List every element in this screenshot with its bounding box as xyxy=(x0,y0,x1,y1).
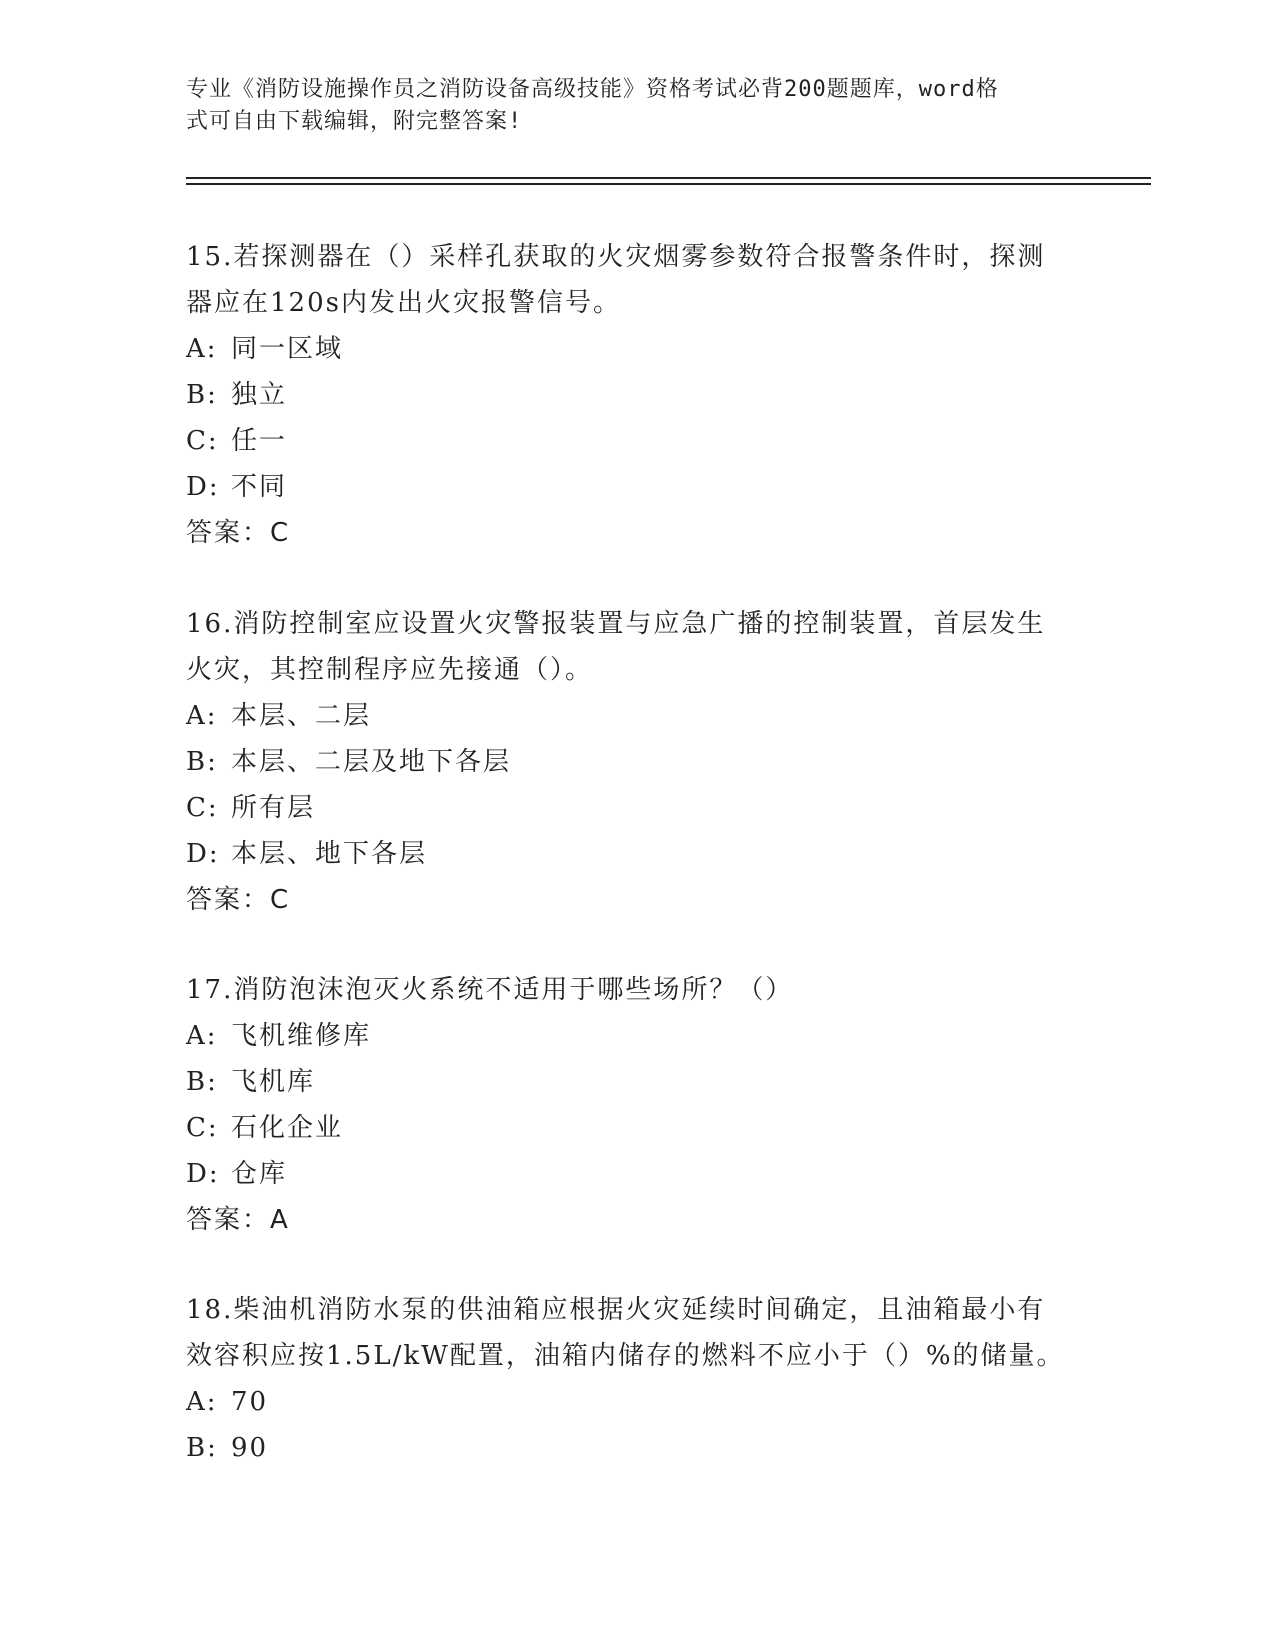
option-d xyxy=(186,464,1086,510)
option-text: 本层、二层及地下各层 xyxy=(231,747,512,777)
option-a xyxy=(186,1379,1086,1425)
option-letter: D: xyxy=(186,1159,220,1189)
question-text-line: 17.消防泡沫泡灭火系统不适用于哪些场所？（） xyxy=(186,975,794,1005)
option-a xyxy=(186,693,1086,739)
question-text-line: 16.消防控制室应设置火灾警报装置与应急广播的控制装置，首层发生 xyxy=(186,609,1046,639)
option-text: 不同 xyxy=(231,472,288,502)
option-letter: C: xyxy=(186,793,219,823)
option-text: 任一 xyxy=(231,426,288,456)
option-text: 90 xyxy=(231,1433,269,1463)
option-letter: A: xyxy=(186,701,218,731)
option-text: 本层、二层 xyxy=(231,701,372,731)
header-divider-bottom xyxy=(186,183,1151,185)
option-text: 飞机维修库 xyxy=(231,1021,372,1051)
option-b xyxy=(186,372,1086,418)
option-a xyxy=(186,1013,1086,1059)
option-c xyxy=(186,418,1086,464)
option-text: 独立 xyxy=(231,380,288,410)
question-text-line: 18.柴油机消防水泵的供油箱应根据火灾延续时间确定，且油箱最小有 xyxy=(186,1295,1046,1325)
header-line-1: 专业《消防设施操作员之消防设备高级技能》资格考试必背200题题库，word格 xyxy=(186,77,999,102)
question-17 xyxy=(186,967,1086,1243)
option-letter: B: xyxy=(186,747,218,777)
question-18 xyxy=(186,1287,1086,1471)
option-text: 同一区域 xyxy=(231,334,344,364)
header-divider-top xyxy=(186,177,1151,179)
option-letter: A: xyxy=(186,1387,218,1417)
option-c xyxy=(186,1105,1086,1151)
answer-label: 答案：A xyxy=(186,1205,290,1235)
question-text-line: 15.若探测器在（）采样孔获取的火灾烟雾参数符合报警条件时，探测 xyxy=(186,242,1046,272)
option-b xyxy=(186,1425,1086,1471)
answer-label: 答案：C xyxy=(186,518,291,548)
option-a xyxy=(186,326,1086,372)
option-c xyxy=(186,785,1086,831)
question-16 xyxy=(186,601,1086,923)
option-text: 所有层 xyxy=(231,793,316,823)
question-15 xyxy=(186,234,1086,556)
option-letter: A: xyxy=(186,334,218,364)
question-text-line: 效容积应按1.5L/kW配置，油箱内储存的燃料不应小于（）%的储量。 xyxy=(186,1341,1065,1371)
question-text-line: 器应在120s内发出火灾报警信号。 xyxy=(186,288,621,318)
option-letter: B: xyxy=(186,1067,218,1097)
option-letter: C: xyxy=(186,1113,219,1143)
question-text-line: 火灾，其控制程序应先接通（）。 xyxy=(186,655,594,685)
option-d xyxy=(186,1151,1086,1197)
option-text: 石化企业 xyxy=(231,1113,344,1143)
answer-label: 答案：C xyxy=(186,885,291,915)
option-text: 仓库 xyxy=(231,1159,288,1189)
option-text: 飞机库 xyxy=(231,1067,316,1097)
option-letter: B: xyxy=(186,380,218,410)
option-text: 70 xyxy=(231,1387,269,1417)
document-header xyxy=(186,74,1066,138)
option-letter: D: xyxy=(186,839,220,869)
header-line-2: 式可自由下载编辑，附完整答案! xyxy=(186,109,523,134)
option-b xyxy=(186,739,1086,785)
option-text: 本层、地下各层 xyxy=(231,839,428,869)
option-d xyxy=(186,831,1086,877)
option-letter: C: xyxy=(186,426,219,456)
option-letter: B: xyxy=(186,1433,218,1463)
option-b xyxy=(186,1059,1086,1105)
option-letter: A: xyxy=(186,1021,218,1051)
option-letter: D: xyxy=(186,472,220,502)
